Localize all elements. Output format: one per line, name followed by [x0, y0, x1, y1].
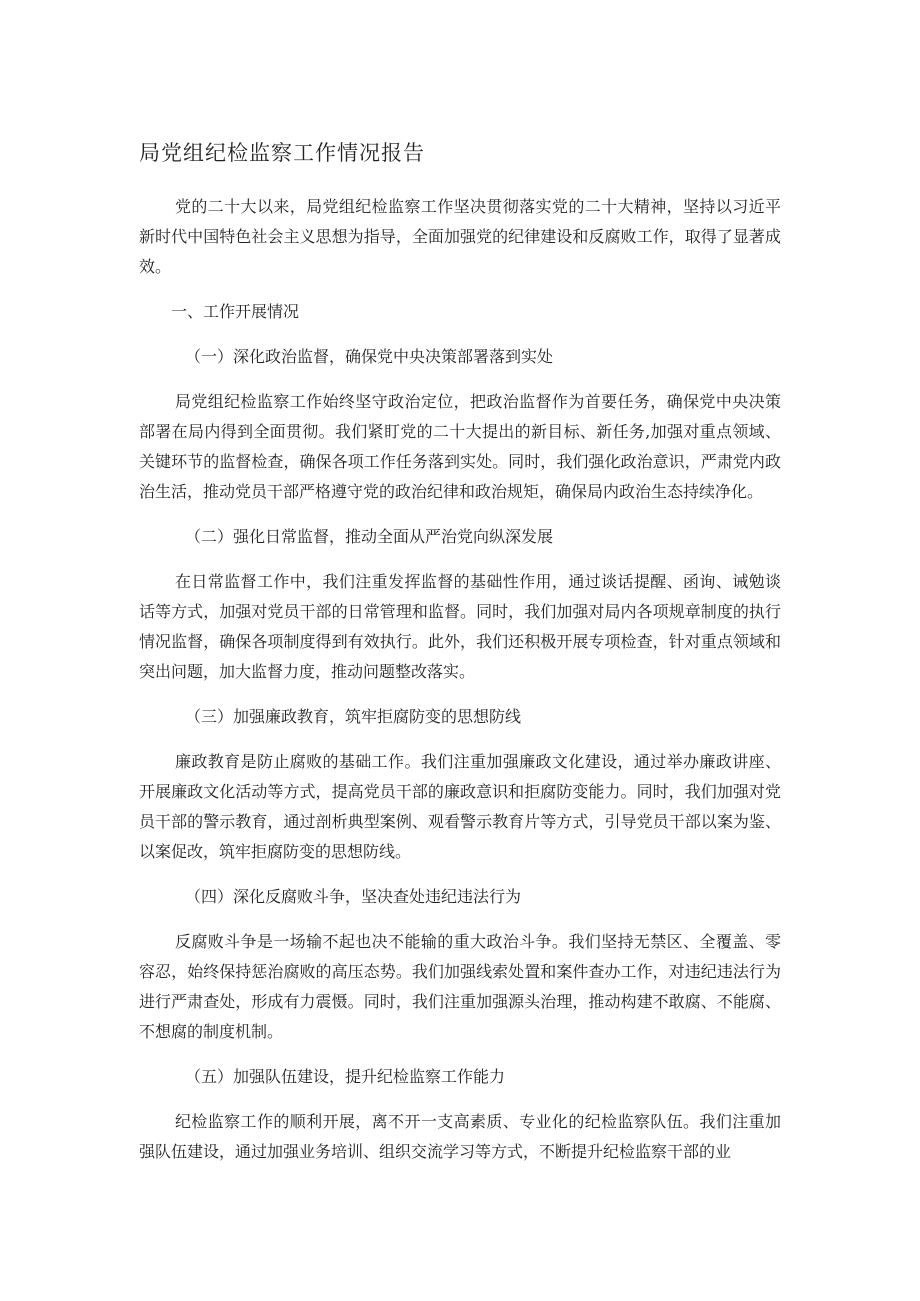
subsection-heading: （二）强化日常监督，推动全面从严治党向纵深发展	[185, 527, 554, 546]
subsection-anti-corruption	[139, 882, 781, 1047]
subsection-team-building	[139, 1062, 781, 1167]
subsection-heading: （五）加强队伍建设，提升纪检监察工作能力	[185, 1067, 506, 1086]
section-heading-work-status: 一、工作开展情况	[171, 302, 300, 321]
subsection-paragraph: 局党组纪检监察工作始终坚守政治定位，把政治监督作为首要任务，确保党中央决策部署在局内得到全面贯彻。我们紧盯党的二十大提出的新目标、新任务,加强对重点领域、关键环节的监督检查，确保各项工作任务落到实处。同时，我们强化政治意识，严肃党内政治生活，推动党员干部严格遵守党的政治纪律和政治规矩，确保局内政治生态持续净化。	[139, 392, 781, 501]
subsection-heading: （一）深化政治监督，确保党中央决策部署落到实处	[185, 347, 554, 366]
subsection-paragraph: 纪检监察工作的顺利开展，离不开一支高素质、专业化的纪检监察队伍。我们注重加强队伍建设，通过加强业务培训、组织交流学习等方式，不断提升纪检监察干部的业	[139, 1112, 781, 1161]
intro-paragraph: 党的二十大以来，局党组纪检监察工作坚决贯彻落实党的二十大精神，坚持以习近平新时代中国特色社会主义思想为指导，全面加强党的纪律建设和反腐败工作，取得了显著成效。	[139, 197, 781, 276]
subsection-paragraph: 在日常监督工作中，我们注重发挥监督的基础性作用，通过谈话提醒、函询、诫勉谈话等方式，加强对党员干部的日常管理和监督。同时，我们加强对局内各项规章制度的执行情况监督，确保各项制度得到有效执行。此外，我们还积极开展专项检查，针对重点领域和突出问题，加大监督力度，推动问题整改落实。	[139, 572, 781, 681]
document-body	[139, 192, 781, 1167]
subsection-daily-supervision	[139, 522, 781, 687]
subsection-heading: （三）加强廉政教育，筑牢拒腐防变的思想防线	[185, 707, 522, 726]
document-title: 局党组纪检监察工作情况报告	[139, 141, 425, 165]
subsection-integrity-education	[139, 702, 781, 867]
subsection-paragraph: 反腐败斗争是一场输不起也决不能输的重大政治斗争。我们坚持无禁区、全覆盖、零容忍，始终保持惩治腐败的高压态势。我们加强线索处置和案件查办工作，对违纪违法行为进行严肃查处，形成有力震慑。同时，我们注重加强源头治理，推动构建不敢腐、不能腐、不想腐的制度机制。	[139, 932, 781, 1041]
subsection-paragraph: 廉政教育是防止腐败的基础工作。我们注重加强廉政文化建设，通过举办廉政讲座、开展廉政文化活动等方式，提高党员干部的廉政意识和拒腐防变能力。同时，我们加强对党员干部的警示教育，通过剖析典型案例、观看警示教育片等方式，引导党员干部以案为鉴、以案促改，筑牢拒腐防变的思想防线。	[139, 752, 781, 861]
subsection-political-supervision	[139, 342, 781, 507]
subsection-heading: （四）深化反腐败斗争，坚决查处违纪违法行为	[185, 887, 522, 906]
